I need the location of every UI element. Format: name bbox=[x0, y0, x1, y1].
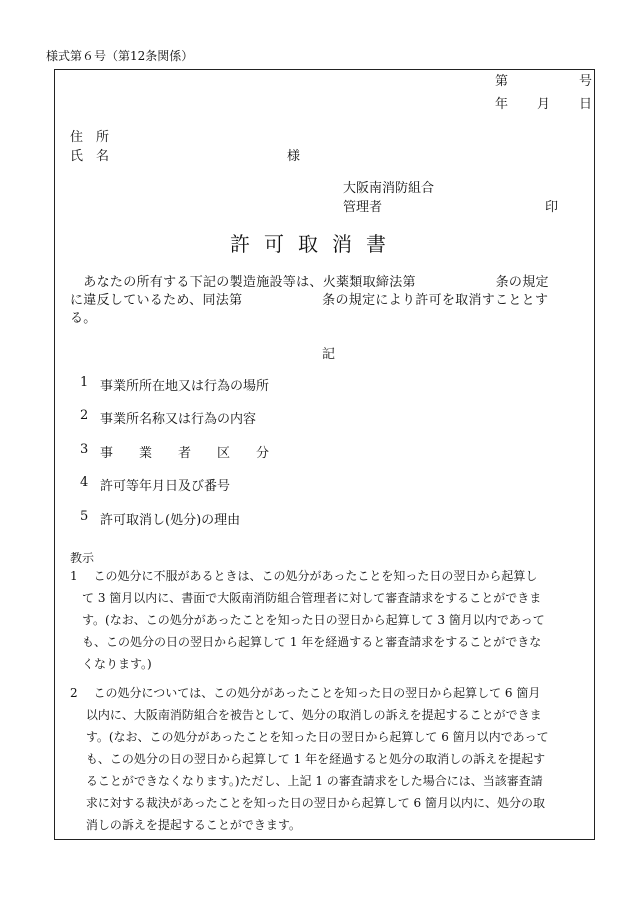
number-prefix: 第 bbox=[495, 74, 509, 89]
honorific: 様 bbox=[287, 149, 301, 164]
item-number: 5 bbox=[80, 509, 89, 524]
body-line-2: に違反しているため、同法第 条の規定により許可を取消すこととす bbox=[70, 293, 549, 308]
ki-label: 記 bbox=[322, 347, 336, 362]
item-number: 1 bbox=[80, 375, 89, 390]
body-line-1: あなたの所有する下記の製造施設等は、火薬類取締法第 条の規定 bbox=[70, 275, 549, 290]
kyoji-line: す。(なお、この処分があったことを知った日の翌日から起算して 3 箇月以内であって bbox=[70, 613, 545, 627]
kyoji-line: 求に対する裁決があったことを知った日の翌日から起算して 6 箇月以内に、処分の取 bbox=[70, 796, 545, 810]
item-label: 事業所名称又は行為の内容 bbox=[100, 412, 257, 427]
kyoji-line: ることができなくなります。)ただし、上記 1 の審査請求をした場合には、当該審査請 bbox=[70, 774, 543, 788]
kyoji-line: 以内に、大阪南消防組合を被告として、処分の取消しの訴えを提起することができま bbox=[70, 708, 542, 722]
kyoji-line: て 3 箇月以内に、書面で大阪南消防組合管理者に対して審査請求をすることができま bbox=[70, 591, 542, 605]
date-month: 月 bbox=[537, 97, 551, 112]
kyoji-line: 1 この処分に不服があるときは、この処分があったことを知った日の翌日から起算し bbox=[70, 569, 538, 583]
item-number: 3 bbox=[80, 442, 89, 457]
kyoji-line: も、この処分の日の翌日から起算して 1 年を経過すると審査請求をすることができな bbox=[70, 635, 542, 649]
form-label: 様式第６号（第12条関係） bbox=[46, 49, 194, 63]
item-label: 許可取消し(処分)の理由 bbox=[100, 513, 241, 528]
body-line-3: る。 bbox=[70, 311, 97, 326]
item-label: 許可等年月日及び番号 bbox=[100, 479, 231, 494]
kyoji-heading: 教示 bbox=[70, 551, 95, 565]
item-label: 事業所所在地又は行為の場所 bbox=[100, 379, 270, 394]
kyoji-line: す。(なお、この処分があったことを知った日の翌日から起算して 6 箇月以内であって bbox=[70, 730, 549, 744]
address-label: 住 所 bbox=[70, 130, 110, 145]
item-number: 4 bbox=[80, 475, 89, 490]
kyoji-line: 消しの訴えを提起することができます。 bbox=[70, 818, 301, 832]
kyoji-line: くなります。) bbox=[70, 657, 152, 671]
issuer-title: 管理者 bbox=[343, 200, 383, 215]
issuer-organization: 大阪南消防組合 bbox=[343, 181, 435, 196]
document-title: 許可取消書 bbox=[230, 232, 400, 256]
date-day: 日 bbox=[579, 97, 593, 112]
seal-mark: 印 bbox=[545, 200, 559, 215]
kyoji-line: 2 この処分については、この処分があったことを知った日の翌日から起算して 6 箇月 bbox=[70, 686, 541, 700]
item-number: 2 bbox=[80, 408, 89, 423]
number-suffix: 号 bbox=[579, 74, 593, 89]
name-label: 氏 名 bbox=[70, 149, 110, 164]
item-label: 事 業 者 区 分 bbox=[100, 446, 270, 461]
kyoji-line: も、この処分の日の翌日から起算して 1 年を経過すると処分の取消しの訴えを提起す bbox=[70, 752, 546, 766]
date-year: 年 bbox=[495, 97, 509, 112]
